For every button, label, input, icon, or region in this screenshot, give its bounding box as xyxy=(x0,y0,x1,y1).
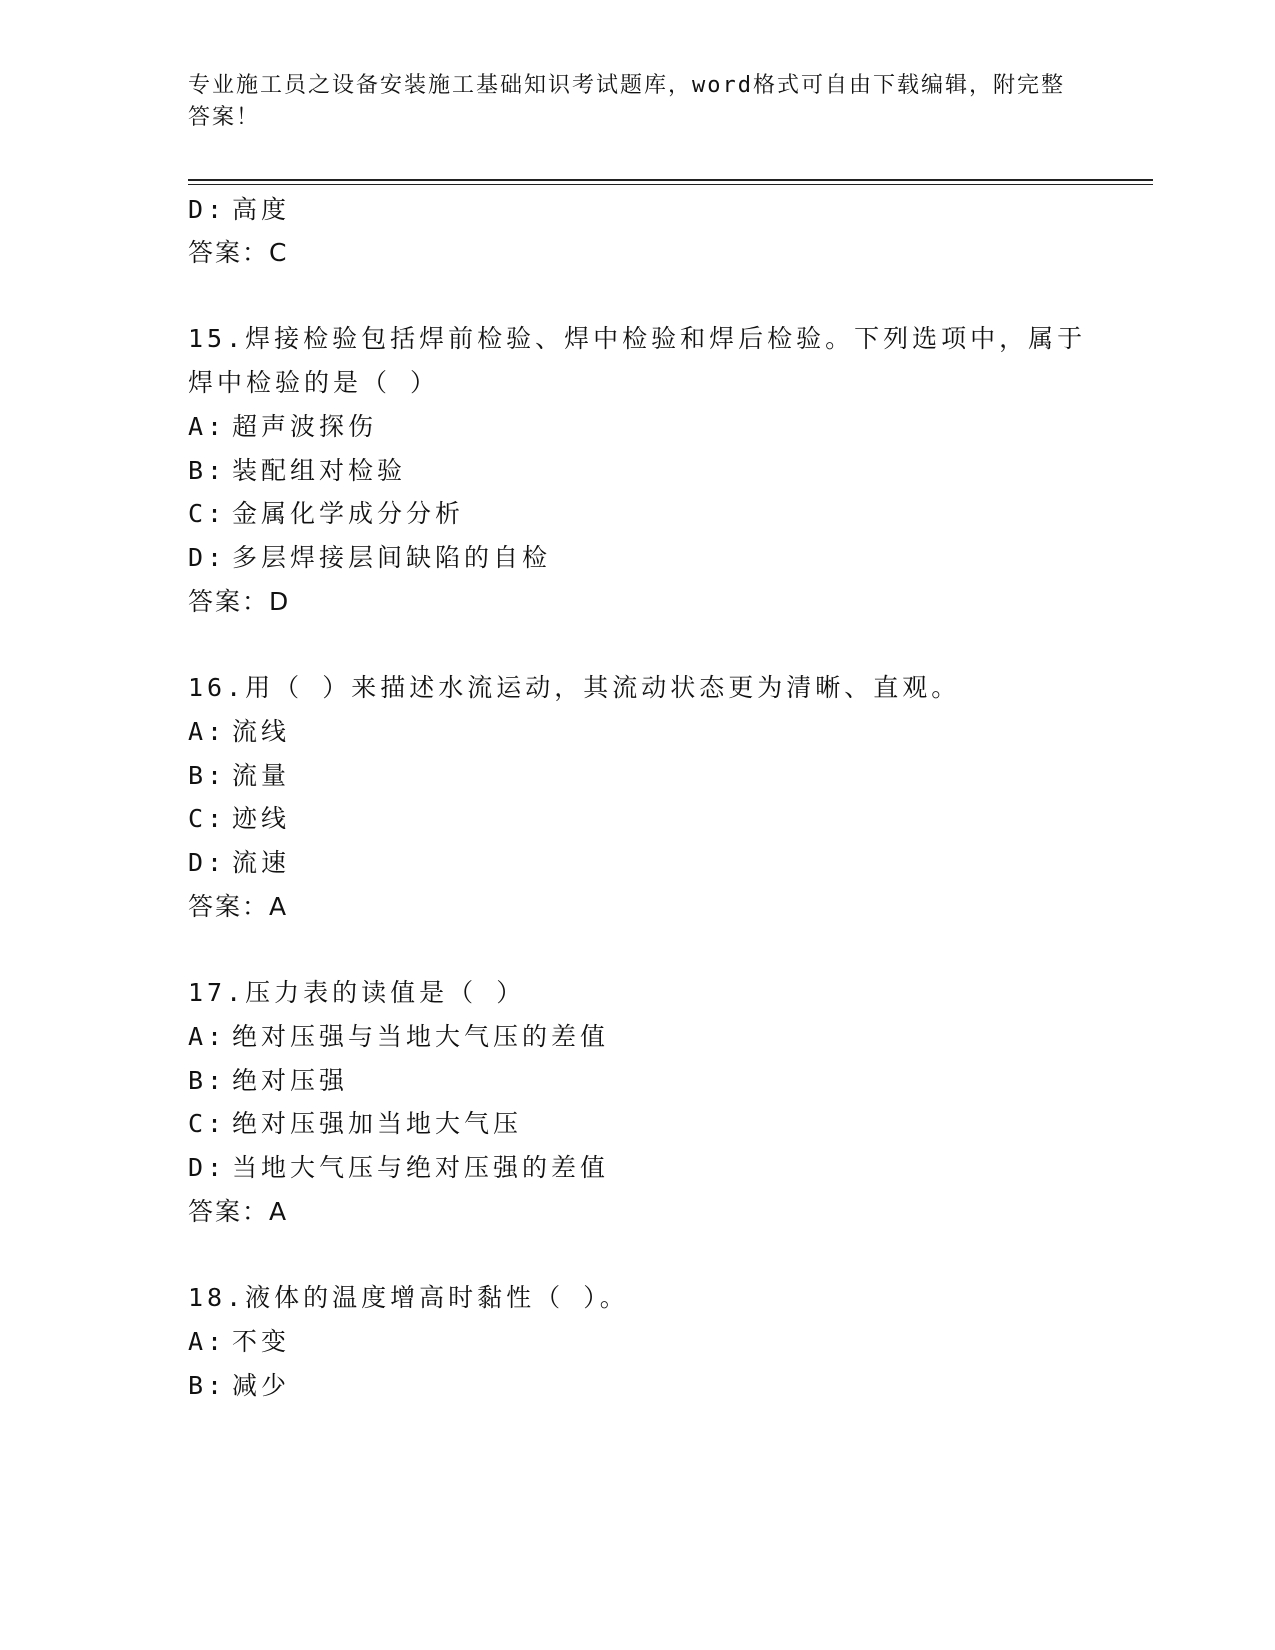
question-stem: 17.压力表的读值是（ ） xyxy=(188,978,526,1007)
option-text: 减少 xyxy=(232,1371,291,1400)
answer: 答案：D xyxy=(188,587,291,616)
option-text: 绝对压强 xyxy=(232,1066,349,1095)
answer: 答案：A xyxy=(188,1197,289,1226)
option-label: A: xyxy=(188,1327,227,1356)
option-b xyxy=(188,454,406,488)
option-text: 多层焊接层间缺陷的自检 xyxy=(232,543,552,572)
document-header: 专业施工员之设备安装施工基础知识考试题库，word格式可自由下载编辑，附完整答案！ xyxy=(188,73,1065,130)
option-d xyxy=(188,541,551,575)
option-label: D: xyxy=(188,195,227,224)
option-a xyxy=(188,1325,290,1359)
option-label: B: xyxy=(188,1066,227,1095)
option-label: B: xyxy=(188,1371,227,1400)
option-text: 流线 xyxy=(232,717,291,746)
option-text: 绝对压强与当地大气压的差值 xyxy=(232,1022,610,1051)
option-b xyxy=(188,1064,348,1098)
question-stem: 16.用（ ）来描述水流运动，其流动状态更为清晰、直观。 xyxy=(188,673,961,702)
option-text: 当地大气压与绝对压强的差值 xyxy=(232,1153,610,1182)
header-divider-thick xyxy=(188,179,1153,181)
option-text: 流量 xyxy=(232,761,291,790)
option-text: 装配组对检验 xyxy=(232,456,407,485)
option-label: C: xyxy=(188,804,227,833)
answer: 答案：C xyxy=(188,238,289,267)
option-d xyxy=(188,846,290,880)
option-b xyxy=(188,759,290,793)
option-label: D: xyxy=(188,1153,227,1182)
question-stem-continued: 焊中检验的是（ ） xyxy=(188,368,440,397)
option-c xyxy=(188,497,464,531)
option-label: A: xyxy=(188,412,227,441)
question-stem: 18.液体的温度增高时黏性（ ）。 xyxy=(188,1283,629,1312)
option-text: 绝对压强加当地大气压 xyxy=(232,1109,523,1138)
option-text: 不变 xyxy=(232,1327,291,1356)
option-b xyxy=(188,1369,290,1403)
option-label: B: xyxy=(188,456,227,485)
option-text: 迹线 xyxy=(232,804,291,833)
option-d xyxy=(188,193,290,227)
option-text: 流速 xyxy=(232,848,291,877)
option-text: 高度 xyxy=(232,195,291,224)
option-label: C: xyxy=(188,499,227,528)
option-label: A: xyxy=(188,717,227,746)
option-label: A: xyxy=(188,1022,227,1051)
option-c xyxy=(188,1107,522,1141)
option-label: D: xyxy=(188,848,227,877)
question-stem: 15.焊接检验包括焊前检验、焊中检验和焊后检验。下列选项中，属于 xyxy=(188,324,1087,353)
answer: 答案：A xyxy=(188,892,289,921)
option-d xyxy=(188,1151,609,1185)
option-label: D: xyxy=(188,543,227,572)
option-c xyxy=(188,802,290,836)
option-text: 金属化学成分分析 xyxy=(232,499,465,528)
option-a xyxy=(188,410,377,444)
option-a xyxy=(188,715,290,749)
option-a xyxy=(188,1020,609,1054)
header-divider-thin xyxy=(188,184,1153,185)
option-text: 超声波探伤 xyxy=(232,412,378,441)
option-label: C: xyxy=(188,1109,227,1138)
option-label: B: xyxy=(188,761,227,790)
